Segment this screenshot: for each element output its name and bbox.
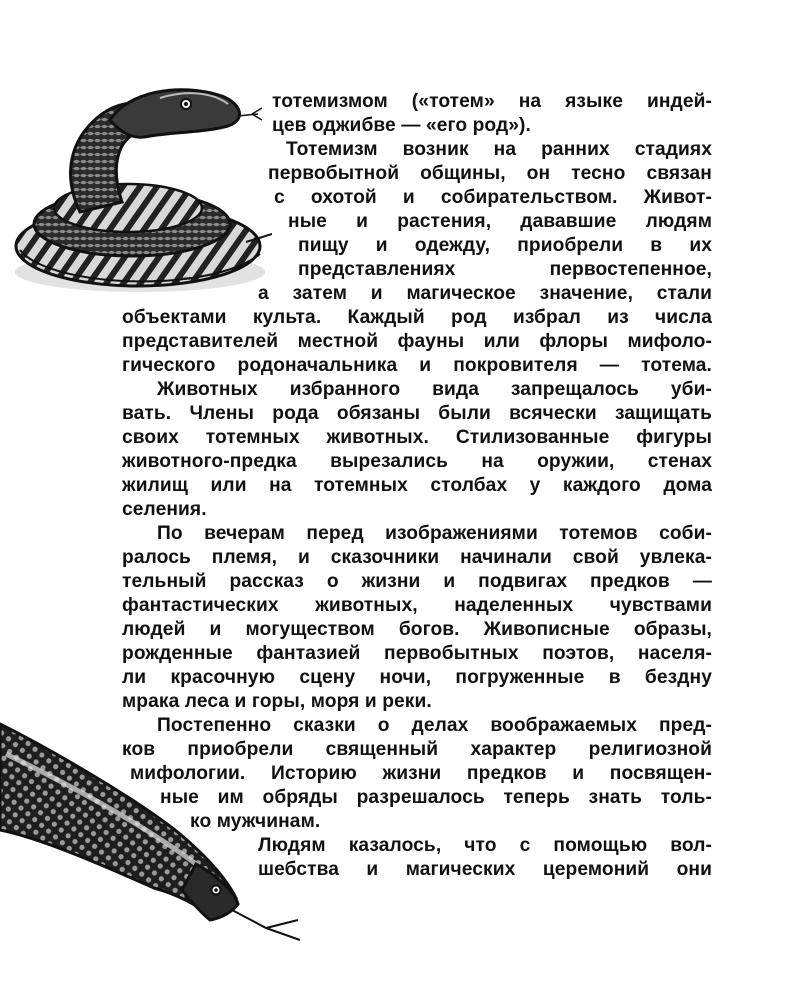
text-line: мрака леса и горы, моря и реки. [122,691,432,712]
text-line: с охотой и собирательством. Живот- [274,187,712,208]
text-line: гического родоначальника и покровителя — тотема. [122,355,712,376]
text-line: тельный рассказ о жизни и подвигах предков — [122,571,712,592]
text-line: людей и могуществом богов. Живописные образы, [122,619,712,640]
coiled-cobra-illustration [10,74,272,300]
text-line: жилищ или на тотемных столбах у каждого дома [122,475,712,496]
text-line: представителей местной фауны или флоры мифоло- [122,331,712,352]
text-line: Животных избранного вида запрещалось уби- [157,379,712,400]
text-line: представлениях первостепенное, [298,259,712,280]
text-line: а затем и магическое значение, стали [258,283,712,304]
text-line: Людям казалось, что с помощью вол- [258,835,712,856]
text-line: По вечерам перед изображениями тотемов соби- [157,523,712,544]
text-line: своих тотемных животных. Стилизованные фигуры [122,427,712,448]
text-line: пищу и одежду, приобрели в их [298,235,712,256]
text-line: первобытной общины, он тесно связан [268,163,712,184]
text-line: ко мужчинам. [190,811,321,832]
illustration-signature: Print [180,276,191,282]
text-line: ные и растения, дававшие людям [288,211,712,232]
text-line: рожденные фантазией первобытных поэтов, населя- [122,643,712,664]
text-line: ные им обряды разрешалось теперь знать толь- [160,787,712,808]
text-line: Постепенно сказки о делах воображаемых пред- [157,715,712,736]
text-line: Тотемизм возник на ранних стадиях [286,139,712,160]
text-line: шебства и магических церемоний они [258,859,712,880]
text-line: мифологии. Историю жизни предков и посвящен- [130,763,712,784]
text-line: фантастических животных, наделенных чувствами [122,595,712,616]
text-line: вать. Члены рода обязаны были всячески защищать [122,403,712,424]
text-line: ков приобрели священный характер религиозной [122,739,712,760]
text-line: объектами культа. Каждый род избрал из числа [122,307,712,328]
text-line: цев оджибве — «его род»). [272,115,531,136]
text-line: животного-предка вырезались на оружии, стенах [122,451,712,472]
text-line: селения. [122,499,207,520]
text-line: ли красочную сцену ночи, погруженные в бездну [122,667,712,688]
text-line: тотемизмом («тотем» на языке индей- [272,91,712,112]
text-line: ралось племя, и сказочники начинали свой увлека- [122,547,712,568]
